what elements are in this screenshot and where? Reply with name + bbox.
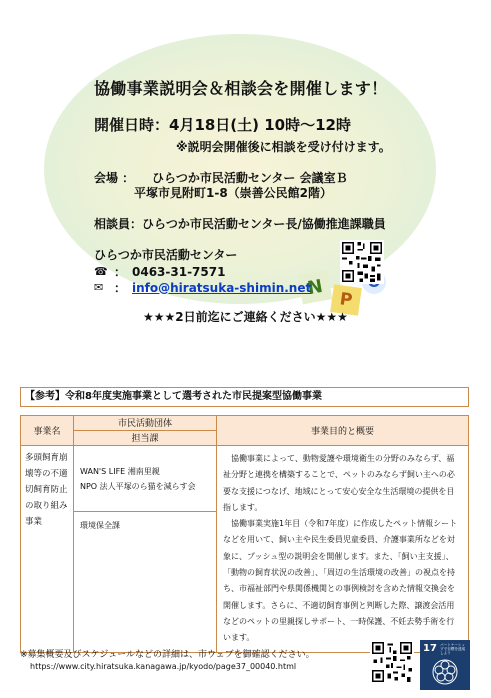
phone-separator: ： [114, 265, 127, 279]
reference-heading: 【参考】令和8年度実施事業として選考された市民提案型協働事業 [20, 387, 469, 407]
footer-note: ※募集概要及びスケジュールなどの詳細は、市ウェブを御確認ください。 [20, 650, 315, 660]
sdg-rings-icon [431, 658, 459, 686]
purpose-paragraph-1: 協働事業によって、動物愛護や環境衛生の分野のみならず、福祉分野と連携を構築することで、ペットのみならず飼い主への必要な支援につなげ、地域にとって安心安全な生活環境の提供を目指します。 [223, 454, 455, 512]
sdg-number: 17 [423, 643, 437, 654]
event-date: 開催日時：4月18日(土) 10時〜12時 [94, 116, 351, 134]
sdg-goal-17-badge [420, 640, 470, 690]
sdg-text: パートナーシップで目標を達成しよう [440, 643, 466, 656]
consult-note: ※説明会開催後に相談を受け付けます。 [176, 140, 391, 154]
mail-icon: ✉ [94, 281, 104, 294]
email-link[interactable]: info@hiratsuka-shimin.net [132, 280, 312, 295]
consultants: 相談員：ひらつか市民活動センター長/協働推進課職員 [94, 217, 386, 231]
project-table [20, 415, 469, 653]
purpose-paragraph-2: 協働事業実施1年目（令和7年度）に作成したペット情報シートなどを用いて、飼い主や民生委員児童委員、介護事業所などを対象に、プッシュ型の説明会を開催します。また、「飼い主支援」、「動物の飼育状況の改善」、「周辺の生活環境の改善」の視点を持ち、市福祉部門や県関係機関との事例検討を含めた情報交換会を開催します。さらに、不適切飼育事例と判断した際、譲渡会活用などのペットの里親探しサポート、一時保護、不妊去勢手術を行います。 [223, 519, 458, 643]
cell-dept: 環境保全課 [74, 512, 217, 653]
header-org: 市民活動団体 [74, 416, 217, 431]
org-name-2: NPO 法人平塚のら猫を減らす会 [80, 481, 196, 491]
phone-number[interactable]: 0463-31-7571 [132, 264, 226, 279]
qr-code-website[interactable] [370, 640, 414, 684]
cell-project-name: 多頭飼育崩壊等の不適切飼育防止の取り組み事業 [21, 446, 74, 653]
decor-letter-n: N [298, 270, 333, 305]
venue-name: ひらつか市民活動センター 会議室Ｂ [152, 171, 348, 185]
header-dept: 担当課 [74, 431, 217, 446]
decor-letter-p: P [330, 284, 362, 316]
contact-center-name: ひらつか市民活動センター [94, 248, 238, 262]
qr-code-contact[interactable] [340, 240, 384, 284]
phone-row [94, 263, 225, 280]
table-header-row [21, 416, 469, 431]
venue-address: 平塚市見附町1-8（崇善公民館2階） [134, 186, 333, 200]
phone-icon: ☎ [94, 265, 108, 278]
cell-org [74, 446, 217, 512]
venue-label: 会場 ： [94, 171, 135, 185]
cell-purpose [217, 446, 469, 653]
mail-separator: ： [114, 281, 127, 295]
header-purpose: 事業目的と概要 [217, 416, 469, 446]
org-name-1: WAN'S LIFE 湘南里親 [80, 466, 160, 476]
deadline-note: ★★★2日前迄にご連絡ください★★★ [143, 310, 348, 324]
mail-row [94, 279, 311, 296]
footer-url[interactable]: https://www.city.hiratsuka.kanagawa.jp/kyodo/page37_00040.html [30, 662, 297, 671]
page-title: 協働事業説明会＆相談会を開催します！ [94, 79, 388, 98]
table-row [21, 446, 469, 512]
header-project: 事業名 [21, 416, 74, 446]
